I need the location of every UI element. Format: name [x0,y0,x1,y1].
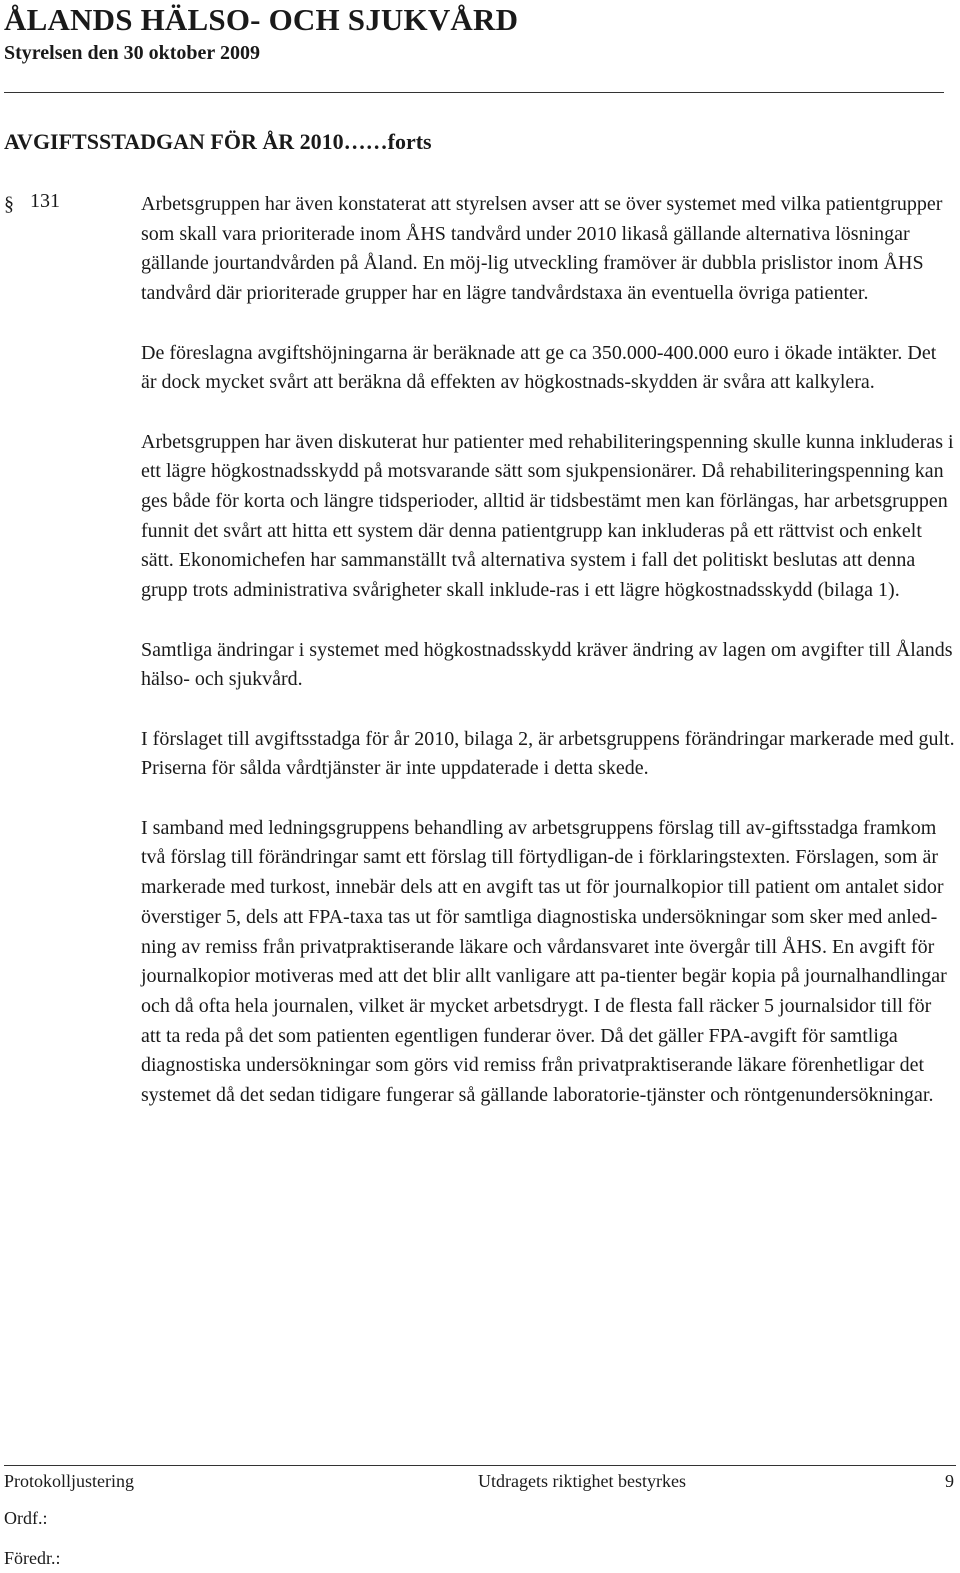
organization-title: ÅLANDS HÄLSO- OCH SJUKVÅRD [4,2,519,37]
paragraph: De föreslagna avgiftshöjningarna är beräknade att ge ca 350.000-400.000 euro i ökade intäkter. Det är dock mycket svårt att beräkna då effekten av högkostnads-skydden är svåra att kalkylera. [141,341,937,394]
paragraph: Samtliga ändringar i systemet med högkostnadsskydd kräver ändring av lagen om avgifter till Ålands hälso- och sjukvård. [141,638,953,691]
section-number: 131 [30,190,60,212]
footer-certification: Utdragets riktighet bestyrkes [478,1471,686,1491]
paragraph: I förslaget till avgiftsstadga för år 2010, bilaga 2, är arbetsgruppens förändringar markerade med gult. Priserna för sålda vårdtjänster är inte uppdaterade i detta skede. [141,727,955,780]
header-divider [4,92,944,93]
footer-minutes-check: Protokolljustering [4,1471,134,1491]
section-sign: § [4,193,14,215]
page-number: 9 [945,1471,954,1491]
paragraph: Arbetsgruppen har även diskuterat hur patienter med rehabiliteringspenning skulle kunna inkluderas i ett lägre högkostnadsskydd på motsvarande sätt som sjukpensionärer. Då rehabiliteringspenning kan ges både för korta och längre tidsperioder, alltid är tidsbestämt men kan förlängas, har arbetsgruppen funnit det svårt att hitta ett system där denna patientgrupp kan inkluderas på ett rättvist och enkelt sätt. Ekonomichefen har sammanställt två alternativa system i fall det politiskt beslutas att denna grupp trots administrativa svårigheter skall inklude-ras i ett lägre högkostnadsskydd (bilaga 1). [141,430,954,602]
paragraph: Arbetsgruppen har även konstaterat att styrelsen avser att se över systemet med vilka patientgrupper som skall vara prioriterade inom ÅHS tandvård under 2010 likaså gällande alternativa lösningar gällande jourtandvården på Åland. En möj-lig utveckling framöver är dubbla prislistor inom ÅHS tandvård där prioriterade grupper har en lägre tandvårdstaxa än eventuella övriga patienter. [141,193,943,305]
paragraph: I samband med ledningsgruppens behandling av arbetsgruppens förslag till av-giftsstadga framkom två förslag till förändringar samt ett förslag till förtydligan-de i förklaringstexten. Förslagen, som är markerade med turkost, innebär dels att en avgift tas ut för journalkopior till patient om antalet sidor överstiger 5, dels att FPA-taxa tas ut för samtliga diagnostiska undersökningar som sker med anled-ning av remiss från privatpraktiserande läkare och vårdansvaret inte övergår till ÅHS. En avgift för journalkopior motiveras med att det blir allt vanligare att pa-tienter begär kopia på journalhandlingar och då ofta hela journalen, vilket är mycket arbetsdrygt. I de flesta fall räcker 5 journalsidor till för att ta reda på det som patienten egentligen funderar över. Då det gäller FPA-avgift för samtliga diagnostiska undersökningar som görs vid remiss från privatpraktiserande läkare förenhetligar det systemet då det sedan tidigare fungerar så gällande laboratorie-tjänster och röntgenundersökningar. [141,816,947,1107]
chair-label: Ordf.: [4,1508,48,1528]
section-body [141,190,956,1140]
presenter-label: Föredr.: [4,1548,61,1568]
section-heading: AVGIFTSSTADGAN FÖR ÅR 2010……forts [4,129,432,154]
footer-divider [4,1465,956,1466]
meeting-date: Styrelsen den 30 oktober 2009 [4,42,260,64]
